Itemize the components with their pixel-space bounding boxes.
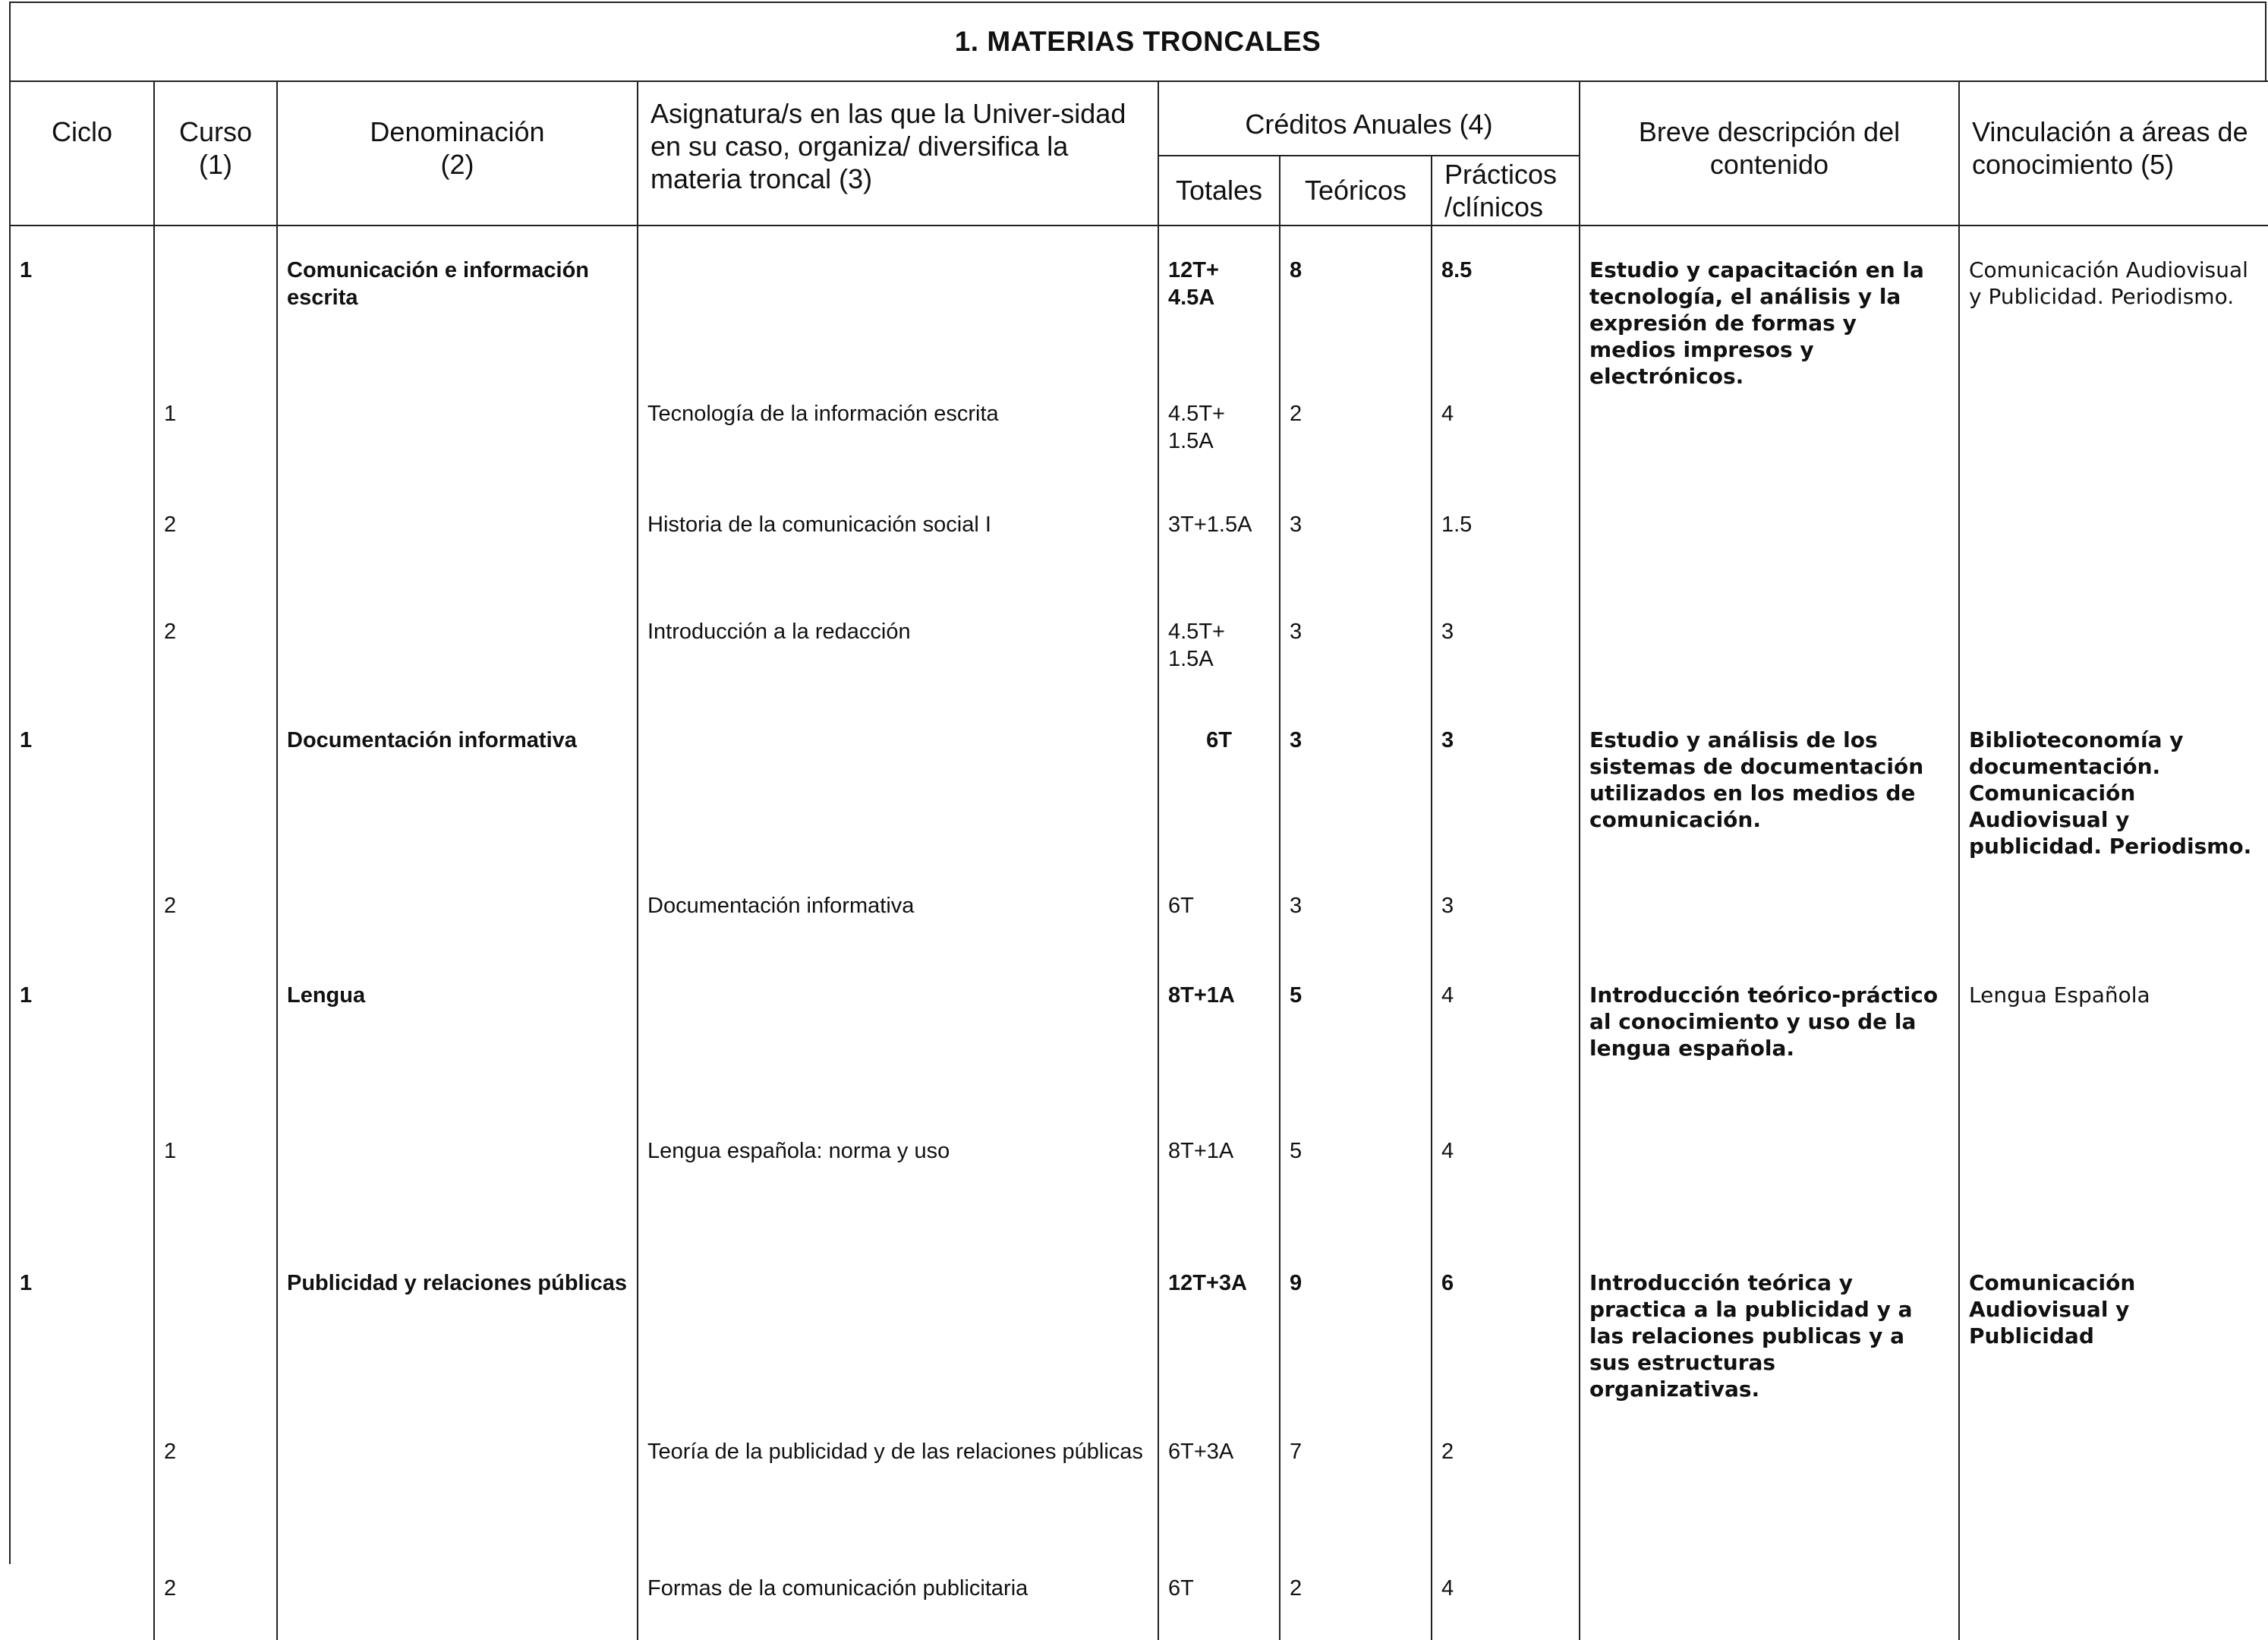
cell-vinculacion xyxy=(1959,390,2268,500)
cell-descripcion: Estudio y capacitación en la tecnología, el análisis y la expresión de formas y medios impresos y electrónicos. xyxy=(1580,226,1959,390)
cell-ciclo xyxy=(10,1127,154,1259)
cell-ciclo xyxy=(10,1564,154,1640)
cell-totales: 4.5T+ 1.5A xyxy=(1158,390,1280,500)
cell-ciclo xyxy=(10,390,154,500)
cell-ciclo: 1 xyxy=(10,716,154,882)
cell-teoricos: 8 xyxy=(1280,226,1432,390)
table-row xyxy=(10,1127,2268,1259)
cell-vinculacion xyxy=(1959,1427,2268,1564)
cell-denominacion xyxy=(277,390,638,500)
cell-teoricos: 5 xyxy=(1280,1127,1432,1259)
cell-teoricos: 2 xyxy=(1280,1564,1432,1640)
cell-denominacion: Lengua xyxy=(277,971,638,1127)
cell-ciclo: 1 xyxy=(10,971,154,1127)
cell-ciclo xyxy=(10,882,154,971)
header-vinculacion: Vinculación a áreas de conocimiento (5) xyxy=(1959,81,2268,226)
header-practicos: Prácticos /clínicos xyxy=(1432,156,1580,226)
cell-asignatura: Historia de la comunicación social I xyxy=(638,500,1158,607)
cell-descripcion xyxy=(1580,607,1959,716)
document-page xyxy=(9,2,2268,1611)
cell-teoricos: 3 xyxy=(1280,500,1432,607)
cell-curso: 2 xyxy=(154,882,277,971)
cell-vinculacion xyxy=(1959,1127,2268,1259)
cell-totales: 8T+1A xyxy=(1158,1127,1280,1259)
cell-practicos: 3 xyxy=(1432,716,1580,882)
cell-practicos: 1.5 xyxy=(1432,500,1580,607)
cell-teoricos: 3 xyxy=(1280,716,1432,882)
cell-descripcion: Estudio y análisis de los sistemas de documentación utilizados en los medios de comunicación. xyxy=(1580,716,1959,882)
header-curso: Curso (1) xyxy=(154,81,277,226)
cell-practicos: 4 xyxy=(1432,1127,1580,1259)
header-ciclo: Ciclo xyxy=(10,81,154,226)
cell-ciclo: 1 xyxy=(10,226,154,390)
cell-curso: 2 xyxy=(154,500,277,607)
table-row xyxy=(10,882,2268,971)
table-row xyxy=(10,716,2268,882)
cell-denominacion xyxy=(277,607,638,716)
cell-denominacion xyxy=(277,1564,638,1640)
cell-curso xyxy=(154,971,277,1127)
cell-practicos: 2 xyxy=(1432,1427,1580,1564)
table-body xyxy=(10,226,2268,1640)
header-teoricos: Teóricos xyxy=(1280,156,1432,226)
cell-curso: 2 xyxy=(154,1564,277,1640)
cell-curso: 2 xyxy=(154,1427,277,1564)
cell-vinculacion: Comunicación Audiovisual y Publicidad. Periodismo. xyxy=(1959,226,2268,390)
header-denominacion: Denominación (2) xyxy=(277,81,638,226)
cell-teoricos: 3 xyxy=(1280,882,1432,971)
cell-totales: 4.5T+ 1.5A xyxy=(1158,607,1280,716)
table-row xyxy=(10,1564,2268,1640)
cell-ciclo xyxy=(10,500,154,607)
cell-vinculacion: Lengua Española xyxy=(1959,971,2268,1127)
cell-denominacion: Comunicación e información escrita xyxy=(277,226,638,390)
cell-teoricos: 5 xyxy=(1280,971,1432,1127)
cell-asignatura: Tecnología de la información escrita xyxy=(638,390,1158,500)
header-asignaturas: Asignatura/s en las que la Univer-sidad en su caso, organiza/ diversifica la materia troncal (3) xyxy=(638,81,1158,226)
cell-curso xyxy=(154,226,277,390)
cell-curso xyxy=(154,1259,277,1427)
cell-asignatura xyxy=(638,716,1158,882)
cell-teoricos: 2 xyxy=(1280,390,1432,500)
header-totales: Totales xyxy=(1158,156,1280,226)
cell-denominacion: Documentación informativa xyxy=(277,716,638,882)
cell-practicos: 6 xyxy=(1432,1259,1580,1427)
cell-curso: 2 xyxy=(154,607,277,716)
cell-descripcion xyxy=(1580,390,1959,500)
cell-curso xyxy=(154,716,277,882)
cell-practicos: 4 xyxy=(1432,390,1580,500)
cell-totales: 6T xyxy=(1158,716,1280,882)
cell-ciclo xyxy=(10,607,154,716)
cell-totales: 12T+ 4.5A xyxy=(1158,226,1280,390)
cell-ciclo: 1 xyxy=(10,1259,154,1427)
table-row xyxy=(10,1427,2268,1564)
cell-vinculacion xyxy=(1959,500,2268,607)
cell-asignatura xyxy=(638,226,1158,390)
cell-totales: 8T+1A xyxy=(1158,971,1280,1127)
cell-denominacion xyxy=(277,882,638,971)
cell-teoricos: 3 xyxy=(1280,607,1432,716)
cell-descripcion xyxy=(1580,882,1959,971)
cell-denominacion xyxy=(277,1127,638,1259)
cell-teoricos: 9 xyxy=(1280,1259,1432,1427)
cell-totales: 6T+3A xyxy=(1158,1427,1280,1564)
cell-asignatura xyxy=(638,971,1158,1127)
cell-denominacion xyxy=(277,500,638,607)
cell-asignatura: Documentación informativa xyxy=(638,882,1158,971)
cell-practicos: 4 xyxy=(1432,971,1580,1127)
cell-vinculacion: Comunicación Audiovisual y Publicidad xyxy=(1959,1259,2268,1427)
cell-vinculacion xyxy=(1959,1564,2268,1640)
cell-asignatura xyxy=(638,1259,1158,1427)
cell-descripcion xyxy=(1580,500,1959,607)
cell-curso: 1 xyxy=(154,1127,277,1259)
page-title: 1. MATERIAS TRONCALES xyxy=(9,2,2266,80)
cell-teoricos: 7 xyxy=(1280,1427,1432,1564)
cell-asignatura: Lengua española: norma y uso xyxy=(638,1127,1158,1259)
cell-denominacion xyxy=(277,1427,638,1564)
cell-practicos: 3 xyxy=(1432,882,1580,971)
table-row xyxy=(10,971,2268,1127)
cell-descripcion: Introducción teórico-práctico al conocimiento y uso de la lengua española. xyxy=(1580,971,1959,1127)
materias-table xyxy=(9,80,2268,1640)
cell-asignatura: Formas de la comunicación publicitaria xyxy=(638,1564,1158,1640)
cell-descripcion xyxy=(1580,1427,1959,1564)
cell-descripcion xyxy=(1580,1564,1959,1640)
cell-totales: 6T xyxy=(1158,882,1280,971)
header-descripcion: Breve descripción del contenido xyxy=(1580,81,1959,226)
cell-asignatura: Introducción a la redacción xyxy=(638,607,1158,716)
cell-denominacion: Publicidad y relaciones públicas xyxy=(277,1259,638,1427)
cell-practicos: 3 xyxy=(1432,607,1580,716)
cell-vinculacion: Biblioteconomía y documentación. Comunicación Audiovisual y publicidad. Periodismo. xyxy=(1959,716,2268,882)
cell-practicos: 4 xyxy=(1432,1564,1580,1640)
cell-vinculacion xyxy=(1959,607,2268,716)
header-creditos: Créditos Anuales (4) xyxy=(1158,81,1580,156)
cell-ciclo xyxy=(10,1427,154,1564)
cell-descripcion xyxy=(1580,1127,1959,1259)
table-row xyxy=(10,226,2268,390)
cell-practicos: 8.5 xyxy=(1432,226,1580,390)
cell-totales: 3T+1.5A xyxy=(1158,500,1280,607)
cell-vinculacion xyxy=(1959,882,2268,971)
table-row xyxy=(10,500,2268,607)
table-row xyxy=(10,390,2268,500)
cell-descripcion: Introducción teórica y practica a la publicidad y a las relaciones publicas y a sus estructuras organizativas. xyxy=(1580,1259,1959,1427)
table-row xyxy=(10,1259,2268,1427)
cell-curso: 1 xyxy=(154,390,277,500)
cell-totales: 12T+3A xyxy=(1158,1259,1280,1427)
cell-asignatura: Teoría de la publicidad y de las relaciones públicas xyxy=(638,1427,1158,1564)
table-row xyxy=(10,607,2268,716)
cell-totales: 6T xyxy=(1158,1564,1280,1640)
